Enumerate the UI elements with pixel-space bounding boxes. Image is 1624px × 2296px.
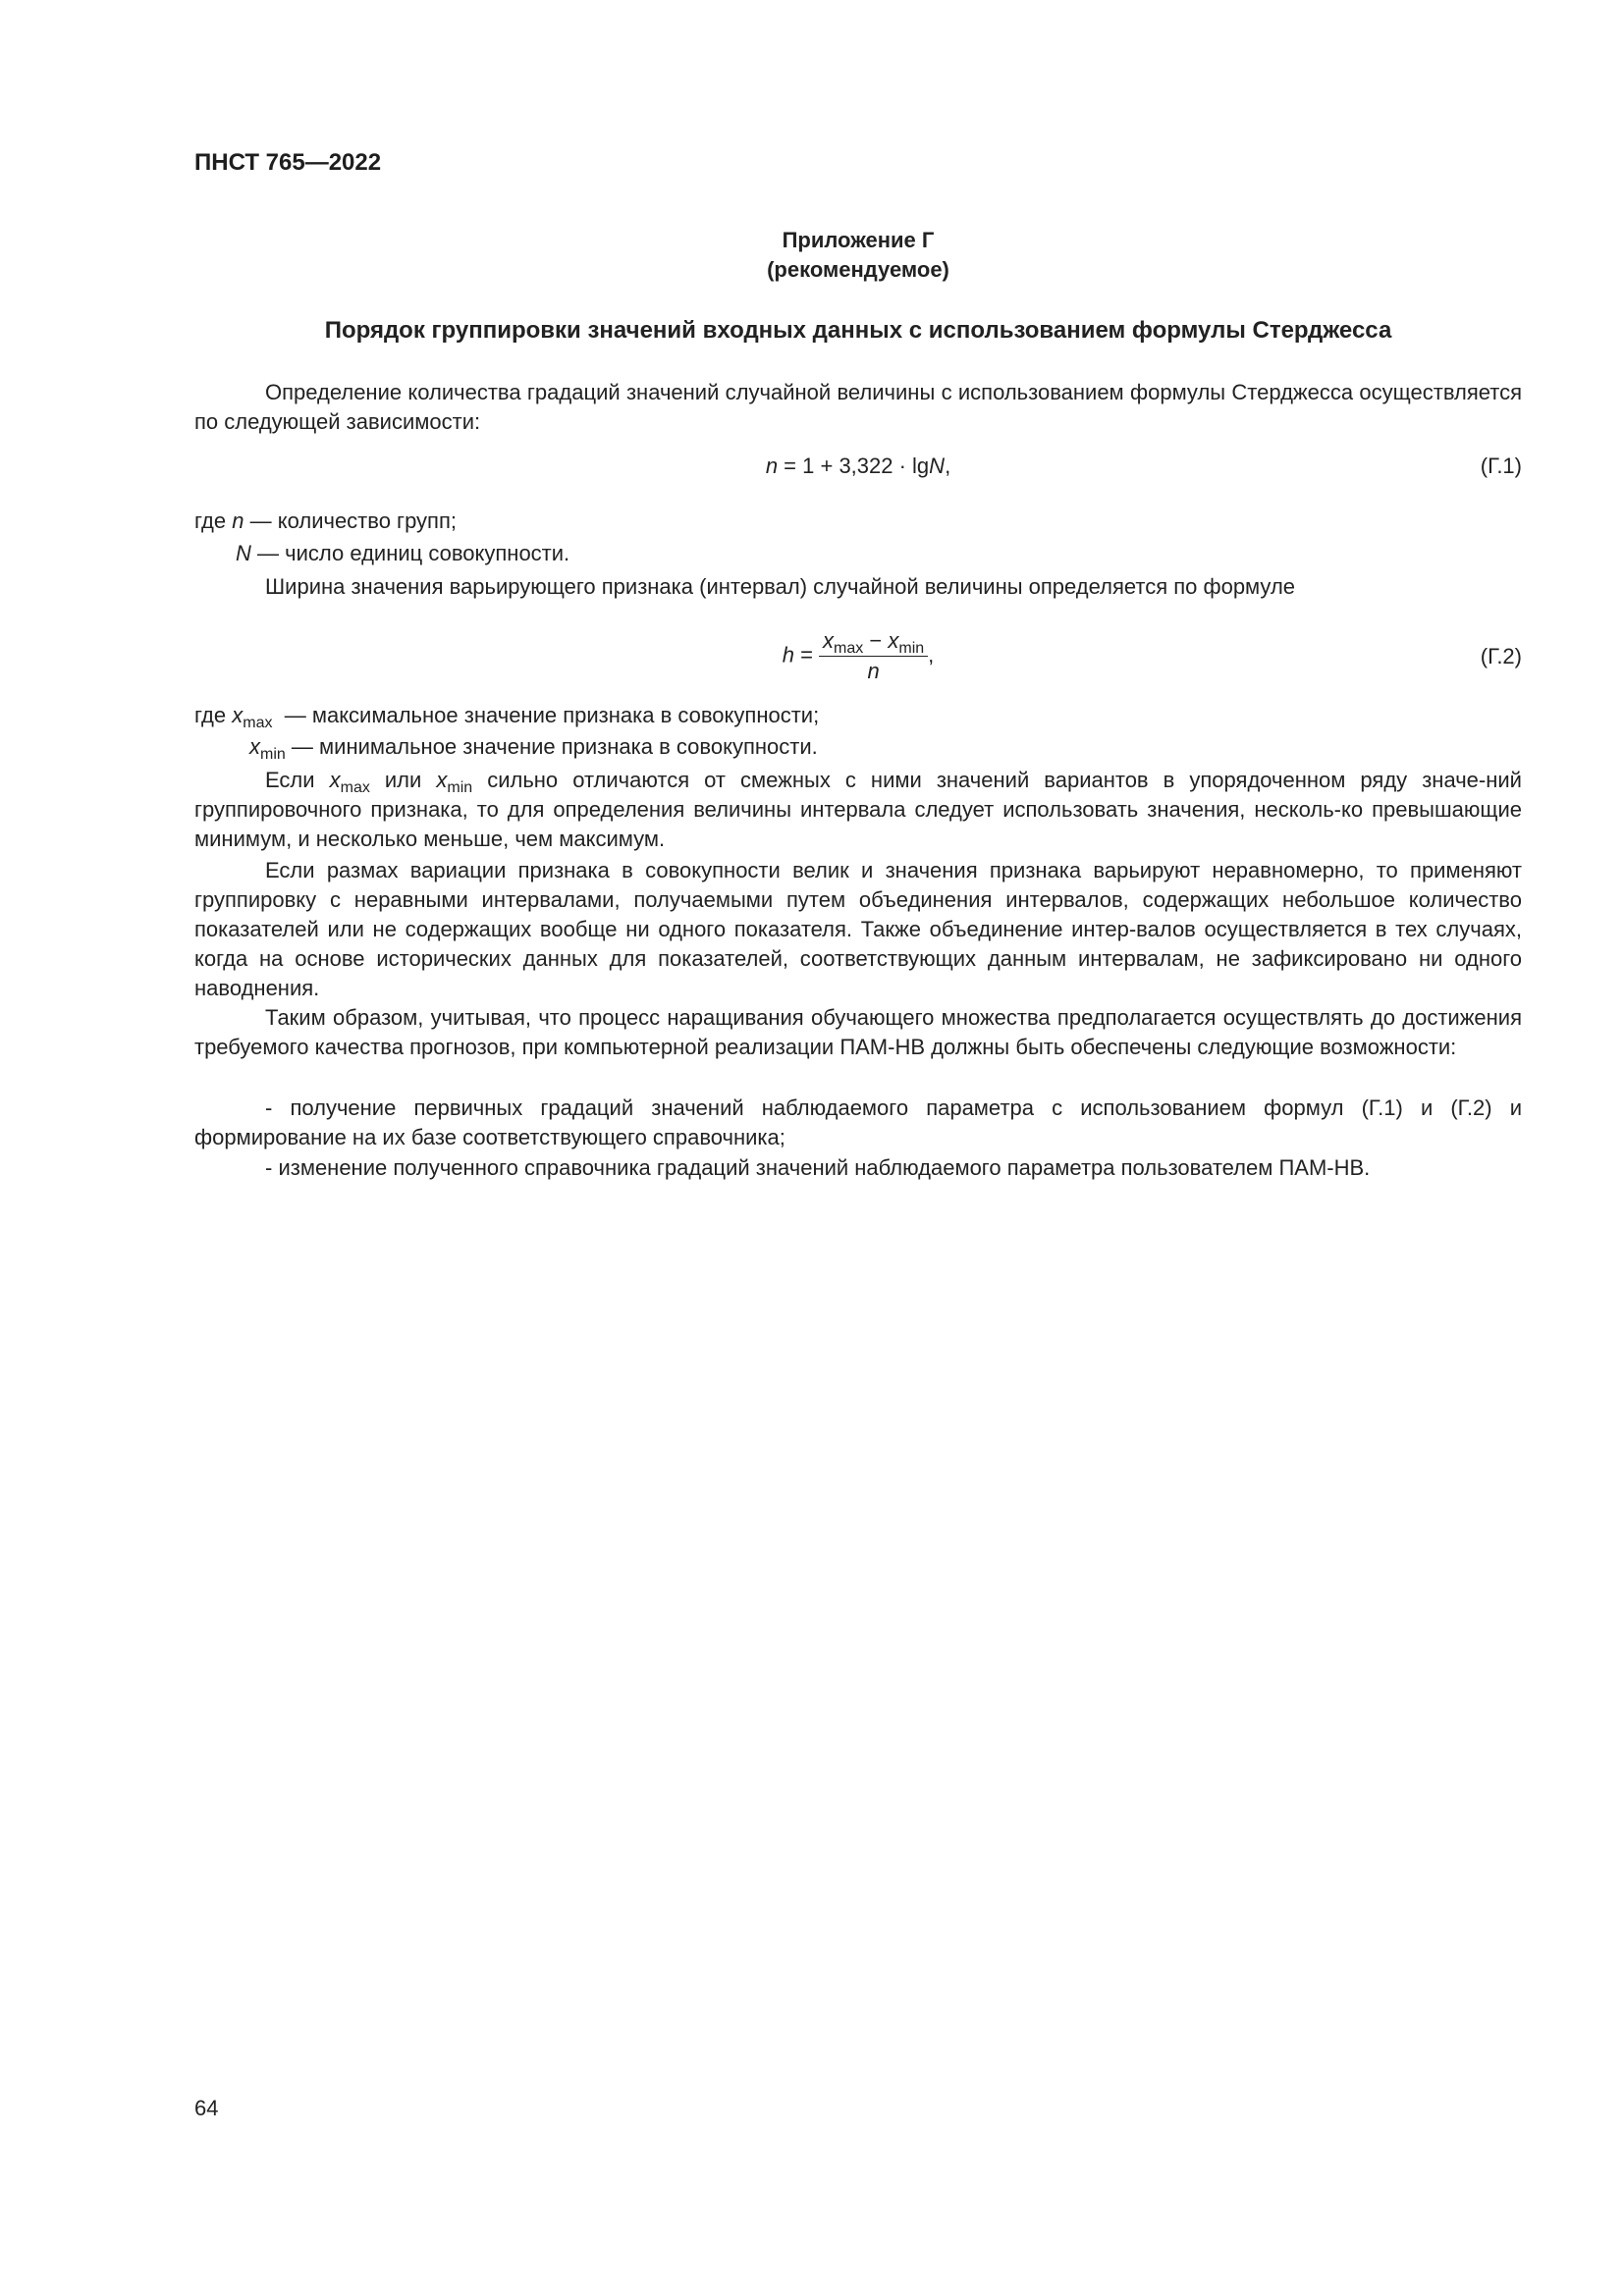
annex-title: Приложение Г — [782, 228, 935, 252]
formula-g1-number: (Г.1) — [1480, 454, 1522, 478]
document-code: ПНСТ 765—2022 — [194, 149, 382, 176]
page-number: 64 — [194, 2096, 219, 2120]
formula-g1-body: n = 1 + 3,322 · lgN, — [765, 454, 951, 478]
formula-g2-number: (Г.2) — [1480, 644, 1522, 668]
where1-row-1: где n — количество групп; — [194, 508, 457, 533]
paragraph-4: Если размах вариации признака в совокупности велик и значения признака варьируют неравномерно, то применяют группировку с неравными интервалами, получаемыми путем объединения интервалов, содержащих небольшое количество показателей или не содержащих вообще ни одного показателя. Также объединение интер-валов осуществляется в тех случаях, когда на основе исторических данных для показателей, соответствующих данным интервалам, не зафиксировано ни одного наводнения. — [194, 858, 1522, 1000]
where2-row-2: $x_{min}$ — минимальное значение признака в совокупности. — [249, 734, 818, 763]
formula-g2 — [194, 628, 1522, 691]
paragraph-3: Если $x_{max}$ или $x_{min}$ сильно отличаются от смежных с ними значений вариантов в упорядоченном ряду значе-ний группировочного признака, то для определения величины интервала следует использовать значения, несколь-ко превышающие минимум, и несколько меньше, чем максимум. — [194, 768, 1522, 851]
formula-g2-body: h = $\frac{x_{max} - x_{min}}{n}$ , — [782, 628, 935, 683]
where1-row-2: N — число единиц совокупности. — [236, 541, 570, 565]
section-title: Порядок группировки значений входных данных с использованием формулы Стерджесса — [324, 317, 1392, 344]
annex-subtitle: (рекомендуемое) — [767, 257, 949, 282]
formula-g2-fraction: $\frac{x_{max} - x_{min}}{n}$ — [819, 628, 928, 684]
paragraph-5: Таким образом, учитывая, что процесс наращивания обучающего множества предполагается осуществлять до достижения требуемого качества прогнозов, при компьютерной реализации ПАМ-НВ должны быть обеспечены следующие возможности: — [194, 1005, 1522, 1059]
annex-heading — [194, 226, 1522, 285]
list-item: - изменение полученного справочника градаций значений наблюдаемого параметра пользователем ПАМ-НВ. — [265, 1155, 1371, 1180]
formula-g1 — [194, 454, 1522, 493]
list-item: - получение первичных градаций значений наблюдаемого параметра с использованием формул (Г.1) и (Г.2) и формирование на их базе соответствующего справочника; — [194, 1095, 1522, 1149]
paragraph-1: Определение количества градаций значений случайной величины с использованием формулы Стерджесса осуществляется по следующей зависимости: — [194, 380, 1522, 434]
paragraph-2: Ширина значения варьирующего признака (интервал) случайной величины определяется по формуле — [265, 574, 1296, 599]
where2-row-1: где $x_{max}$ — максимальное значение признака в совокупности; — [194, 703, 820, 731]
